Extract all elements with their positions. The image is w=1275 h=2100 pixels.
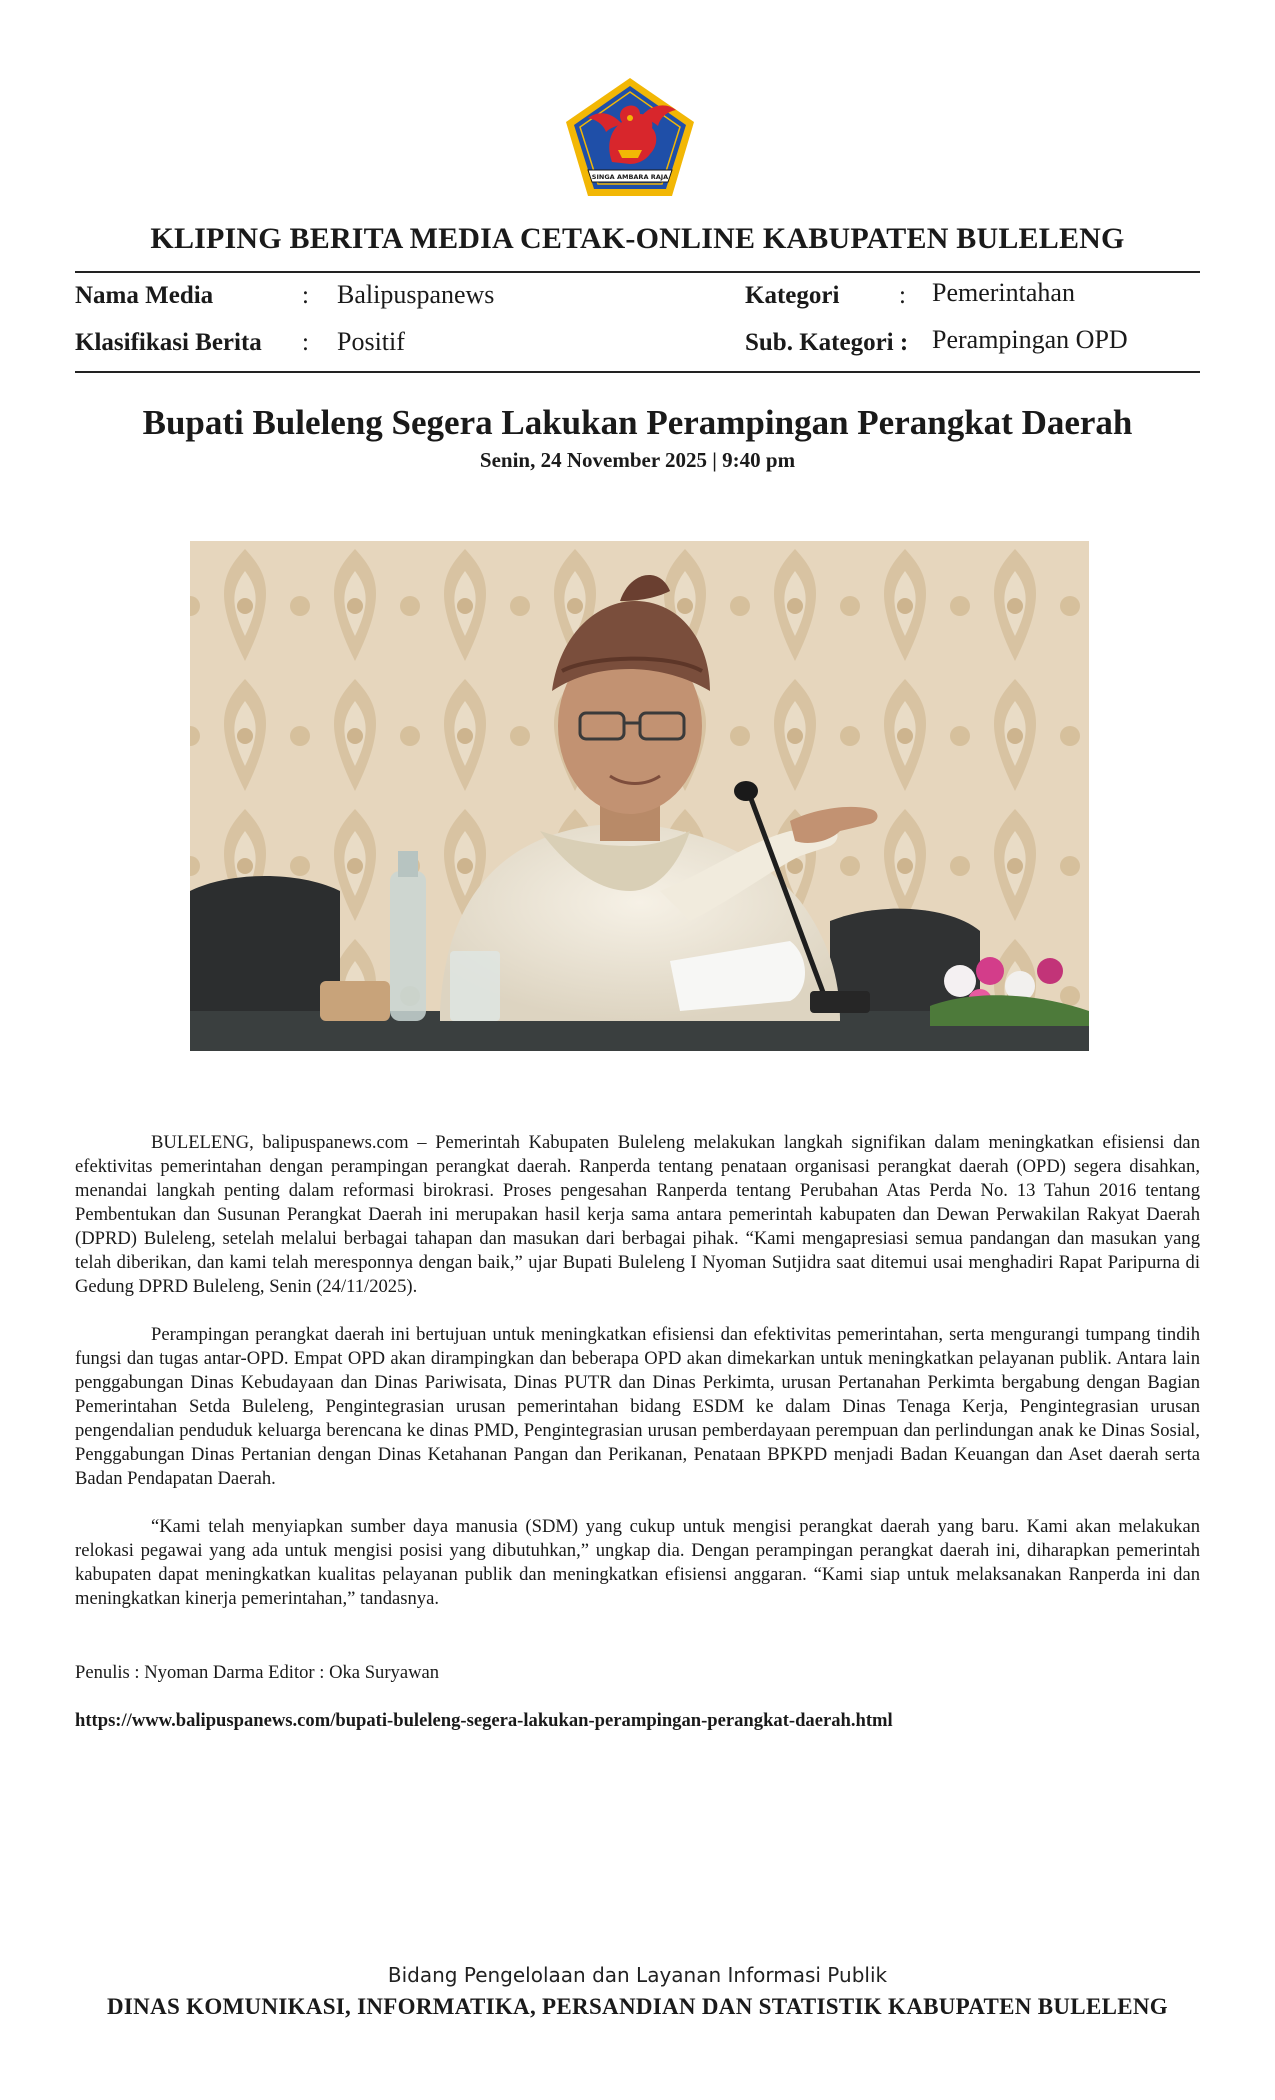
article-dateline: Senin, 24 November 2025 | 9:40 pm <box>479 448 796 472</box>
article-photo <box>190 541 1089 1051</box>
article-paragraph-3: “Kami telah menyiapkan sumber daya manusia (SDM) yang cukup untuk mengisi perangkat daerah yang baru. Kami akan melakukan relokasi pegawai yang ada untuk mengisi posisi yang dibutuhkan,” ungkap dia. Dengan perampingan perangkat daerah ini, diharapkan pemerintah kabupaten dapat meningkatkan kualitas pelayanan publik dan meningkatkan efisiensi anggaran. “Kami siap untuk melaksanakan Ranperda ini dan meningkatkan kinerja pemerintahan,” tandasnya. <box>75 1516 1200 1609</box>
media-name-value: Balipuspanews <box>337 280 495 309</box>
logo-motto: SINGA AMBARA RAJA <box>591 173 669 181</box>
category-label: Kategori <box>745 282 840 309</box>
source-url-link[interactable]: https://www.balipuspanews.com/bupati-buleleng-segera-lakukan-perampingan-perangkat-daerah.html <box>75 1710 893 1731</box>
article-paragraph-2: Perampingan perangkat daerah ini bertujuan untuk meningkatkan efisiensi dan efektivitas pemerintahan, serta mengurangi tumpang tindih fungsi dan tugas antar-OPD. Empat OPD akan dirampingkan dan beberapa OPD akan dimekarkan untuk meningkatkan pelayanan publik. Antara lain penggabungan Dinas Kebudayaan dan Dinas Pariwisata, Dinas PUTR dan Dinas Perkimta, urusan Pertanahan Perkimta bergabung dengan Bagian Pemerintahan Setda Buleleng, Pengintegrasian urusan pemerintahan bidang ESDM ke dalam Dinas Tenaga Kerja, Pengintegrasian urusan pengendalian penduduk keluarga berencana ke dinas PMD, Pengintegrasian urusan pemberdayaan perempuan dan perlindungan anak ke Dinas Sosial, Penggabungan Dinas Pertanian dengan Dinas Ketahanan Pangan dan Perikanan, Penataan BPKPD menjadi Badan Keuangan dan Aset daerah serta Badan Pendapatan Daerah. <box>75 1324 1200 1489</box>
subcategory-value: Perampingan OPD <box>932 325 1128 354</box>
article-body <box>75 1131 1200 1635</box>
clipping-header-title: KLIPING BERITA MEDIA CETAK-ONLINE KABUPATEN BULELENG <box>150 222 1125 255</box>
header-bottom-rule <box>75 371 1200 373</box>
classification-value: Positif <box>337 327 405 356</box>
classification-label: Klasifikasi Berita <box>75 329 262 356</box>
subcategory-label: Sub. Kategori : <box>745 329 909 356</box>
media-name-label: Nama Media <box>75 282 214 309</box>
footer-agency: DINAS KOMUNIKASI, INFORMATIKA, PERSANDIAN DAN STATISTIK KABUPATEN BULELENG <box>107 1994 1168 2019</box>
category-separator: : <box>899 282 906 309</box>
article-credits: Penulis : Nyoman Darma Editor : Oka Suryawan <box>75 1662 440 1683</box>
footer-division: Bidang Pengelolaan dan Layanan Informasi Publik <box>387 1963 888 1987</box>
media-name-separator: : <box>302 282 309 309</box>
category-value: Pemerintahan <box>932 278 1075 307</box>
classification-separator: : <box>302 329 309 356</box>
kabupaten-buleleng-logo <box>562 74 698 200</box>
article-paragraph-1: BULELENG, balipuspanews.com – Pemerintah Kabupaten Buleleng melakukan langkah signifikan dalam meningkatkan efisiensi dan efektivitas pemerintahan dengan perampingan perangkat daerah. Ranperda tentang penataan organisasi perangkat daerah (OPD) segera disahkan, menandai langkah penting dalam reformasi birokrasi. Proses pengesahan Ranperda tentang Perubahan Atas Perda No. 13 Tahun 2016 tentang Pembentukan dan Susunan Perangkat Daerah ini merupakan hasil kerja sama antara pemerintah kabupaten dan Dewan Perwakilan Rakyat Daerah (DPRD) Buleleng, setelah melalui berbagai tahapan dan masukan dari berbagai pihak. “Kami mengapresiasi semua pandangan dan masukan yang telah diberikan, dan kami telah meresponnya dengan baik,” ujar Bupati Buleleng I Nyoman Sutjidra saat ditemui usai menghadiri Rapat Paripurna di Gedung DPRD Buleleng, Senin (24/11/2025). <box>75 1132 1200 1297</box>
header-top-rule <box>75 271 1200 273</box>
article-headline: Bupati Buleleng Segera Lakukan Perampingan Perangkat Daerah <box>142 403 1133 442</box>
